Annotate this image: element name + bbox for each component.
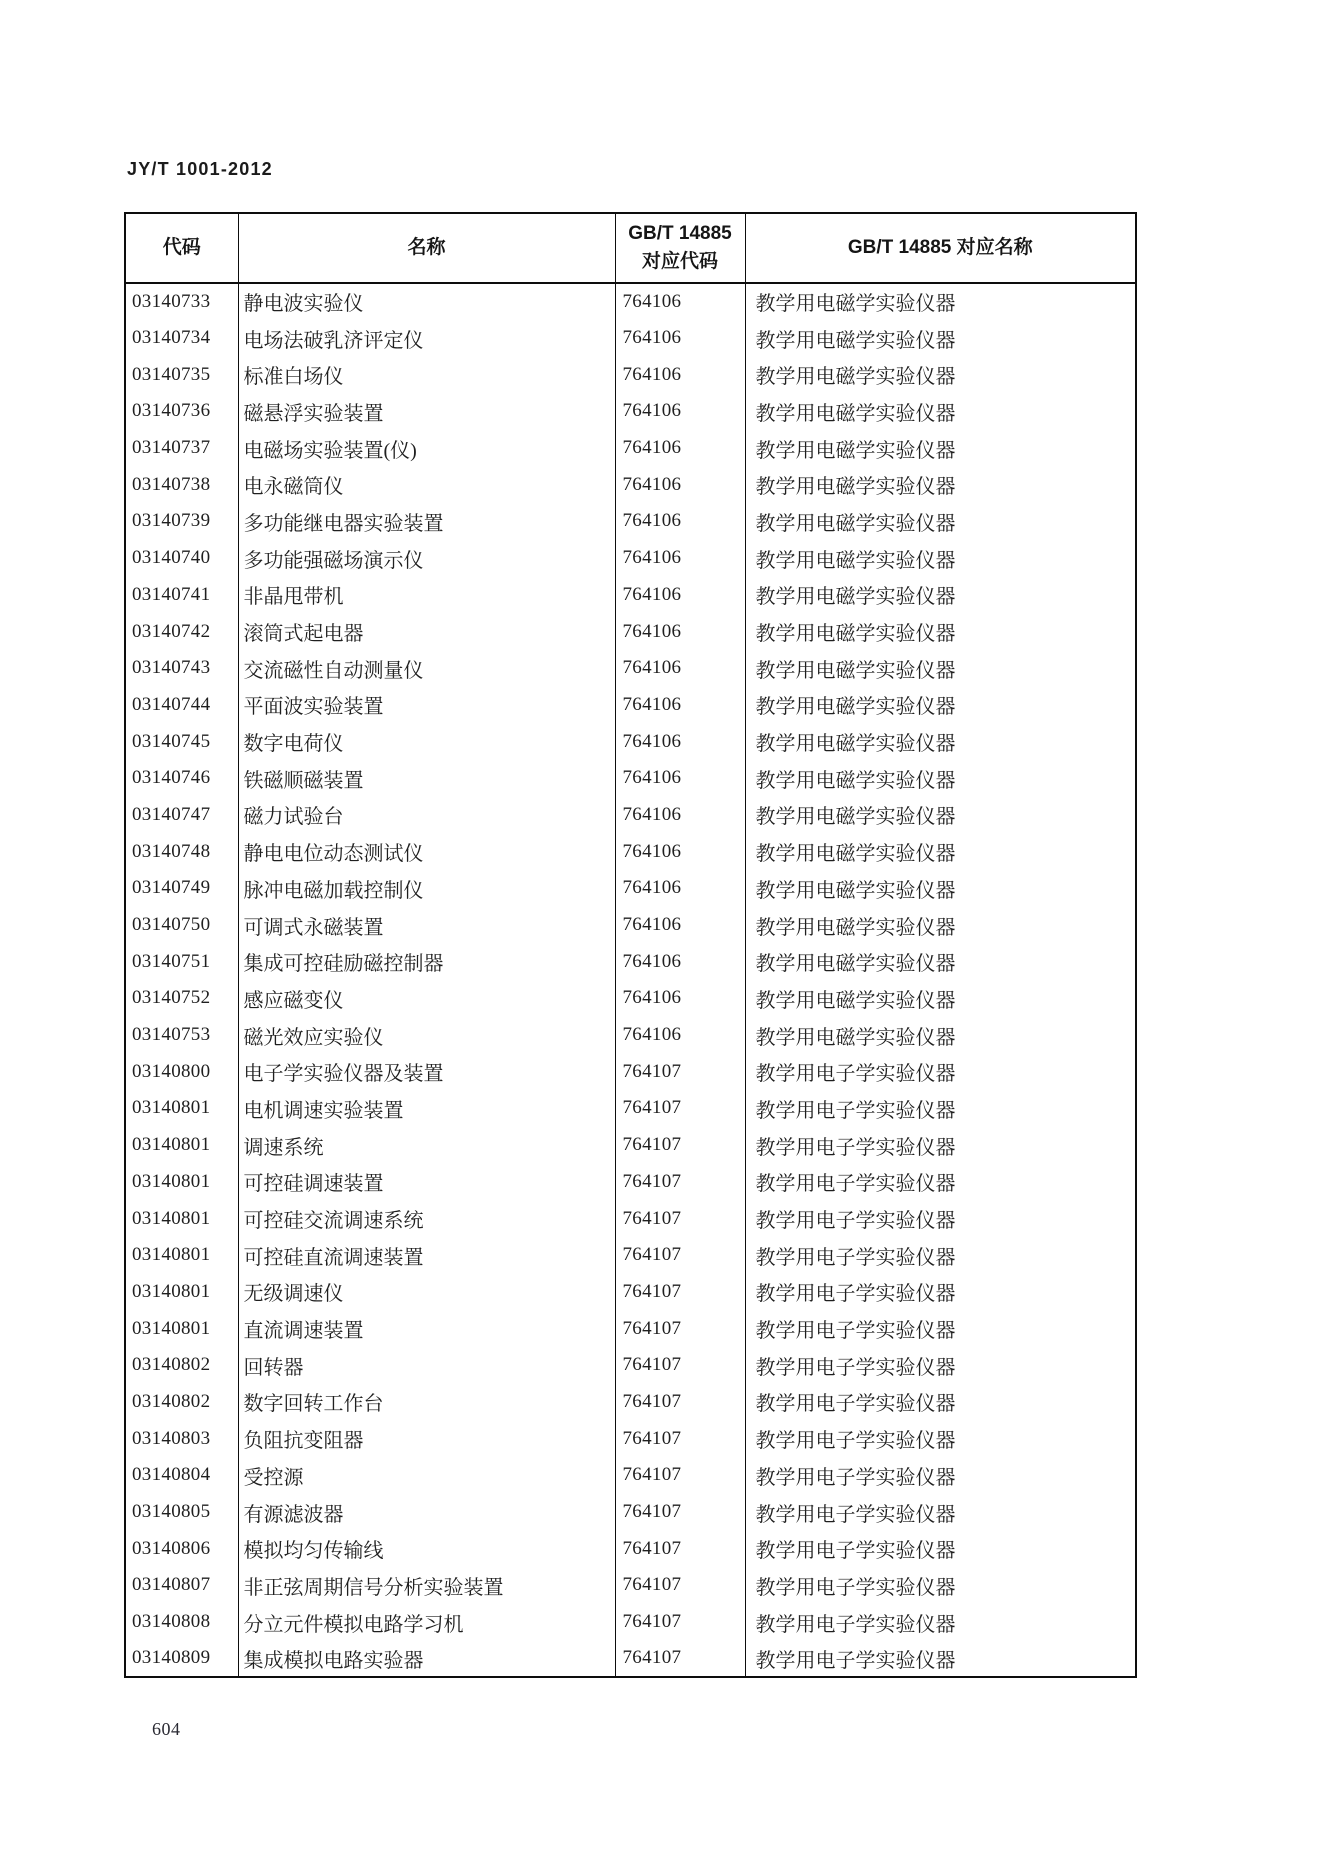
name-cell: 回转器: [238, 1347, 615, 1384]
gb-name-cell: 教学用电子学实验仪器: [755, 1430, 956, 1453]
table-row: [125, 1604, 1136, 1641]
gb-code-cell: 764106: [615, 687, 745, 724]
table-row: [125, 723, 1136, 760]
gb-code-cell: 764106: [615, 613, 745, 650]
name-cell: 调速系统: [238, 1127, 615, 1164]
code-cell: 03140742: [125, 613, 238, 650]
name-cell: 磁力试验台: [238, 797, 615, 834]
table-row: [125, 393, 1136, 430]
column-header-gb-code-line1: GB/T 14885: [628, 223, 732, 245]
gb-name-cell: 教学用电子学实验仪器: [755, 1540, 956, 1563]
table-row: [125, 283, 1136, 320]
gb-name-cell: 教学用电子学实验仪器: [755, 1246, 956, 1269]
gb-name-cell: 教学用电磁学实验仪器: [755, 402, 956, 425]
name-cell: 电磁场实验装置(仪): [238, 430, 615, 467]
gb-name-cell: 教学用电磁学实验仪器: [755, 659, 956, 682]
table-row: [125, 1640, 1136, 1677]
table-row: [125, 980, 1136, 1017]
gb-code-cell: 764106: [615, 1017, 745, 1054]
table-row: [125, 1017, 1136, 1054]
gb-code-cell: 764106: [615, 797, 745, 834]
name-cell: 标准白场仪: [238, 356, 615, 393]
table-row: [125, 1237, 1136, 1274]
code-cell: 03140739: [125, 503, 238, 540]
gb-name-cell: 教学用电子学实验仪器: [755, 1503, 956, 1526]
code-cell: 03140735: [125, 356, 238, 393]
code-cell: 03140809: [125, 1640, 238, 1677]
code-cell: 03140801: [125, 1090, 238, 1127]
column-header-name-label: 名称: [407, 237, 446, 259]
table-row: [125, 466, 1136, 503]
gb-code-cell: 764106: [615, 393, 745, 430]
table-row: [125, 870, 1136, 907]
gb-name-cell: 教学用电子学实验仪器: [755, 1063, 956, 1086]
table-header-row: [125, 213, 1136, 283]
table-row: [125, 1384, 1136, 1421]
name-cell: 非晶甩带机: [238, 577, 615, 614]
code-cell: 03140803: [125, 1420, 238, 1457]
gb-name-cell: 教学用电磁学实验仪器: [755, 733, 956, 756]
page-number: 604: [152, 1719, 181, 1739]
code-cell: 03140751: [125, 943, 238, 980]
name-cell: 磁悬浮实验装置: [238, 393, 615, 430]
column-header-name: [238, 213, 615, 283]
name-cell: 数字回转工作台: [238, 1384, 615, 1421]
name-cell: 直流调速装置: [238, 1310, 615, 1347]
gb-code-cell: 764107: [615, 1604, 745, 1641]
gb-name-cell: 教学用电磁学实验仪器: [755, 329, 956, 352]
gb-code-cell: 764106: [615, 760, 745, 797]
name-cell: 可控硅交流调速系统: [238, 1200, 615, 1237]
gb-code-cell: 764107: [615, 1567, 745, 1604]
table-row: [125, 1567, 1136, 1604]
gb-code-cell: 764107: [615, 1053, 745, 1090]
gb-code-cell: 764107: [615, 1090, 745, 1127]
code-cell: 03140805: [125, 1494, 238, 1531]
gb-name-cell: 教学用电磁学实验仪器: [755, 696, 956, 719]
name-cell: 非正弦周期信号分析实验装置: [238, 1567, 615, 1604]
table-row: [125, 1530, 1136, 1567]
gb-code-cell: 764107: [615, 1200, 745, 1237]
gb-code-cell: 764106: [615, 503, 745, 540]
name-cell: 电机调速实验装置: [238, 1090, 615, 1127]
code-cell: 03140746: [125, 760, 238, 797]
gb-code-cell: 764106: [615, 870, 745, 907]
code-cell: 03140734: [125, 320, 238, 357]
name-cell: 模拟均匀传输线: [238, 1530, 615, 1567]
name-cell: 电子学实验仪器及装置: [238, 1053, 615, 1090]
table-row: [125, 1420, 1136, 1457]
name-cell: 多功能强磁场演示仪: [238, 540, 615, 577]
code-cell: 03140801: [125, 1164, 238, 1201]
code-cell: 03140738: [125, 466, 238, 503]
table-row: [125, 943, 1136, 980]
table-row: [125, 1090, 1136, 1127]
column-header-gb-name: [745, 213, 1136, 283]
name-cell: 有源滤波器: [238, 1494, 615, 1531]
code-cell: 03140801: [125, 1310, 238, 1347]
table-row: [125, 650, 1136, 687]
code-cell: 03140807: [125, 1567, 238, 1604]
gb-name-cell: 教学用电磁学实验仪器: [755, 586, 956, 609]
table-row: [125, 1164, 1136, 1201]
name-cell: 可调式永磁装置: [238, 907, 615, 944]
gb-code-cell: 764106: [615, 356, 745, 393]
gb-code-cell: 764106: [615, 833, 745, 870]
code-cell: 03140749: [125, 870, 238, 907]
gb-name-cell: 教学用电子学实验仪器: [755, 1466, 956, 1489]
name-cell: 集成可控硅励磁控制器: [238, 943, 615, 980]
code-cell: 03140802: [125, 1384, 238, 1421]
name-cell: 分立元件模拟电路学习机: [238, 1604, 615, 1641]
gb-code-cell: 764107: [615, 1310, 745, 1347]
table-row: [125, 760, 1136, 797]
gb-name-cell: 教学用电磁学实验仪器: [755, 476, 956, 499]
table-row: [125, 320, 1136, 357]
gb-code-cell: 764106: [615, 907, 745, 944]
table-row: [125, 613, 1136, 650]
table-row: [125, 797, 1136, 834]
gb-code-cell: 764106: [615, 466, 745, 503]
gb-name-cell: 教学用电子学实验仪器: [755, 1613, 956, 1636]
gb-name-cell: 教学用电磁学实验仪器: [755, 623, 956, 646]
gb-code-cell: 764106: [615, 723, 745, 760]
table-row: [125, 1200, 1136, 1237]
name-cell: 电永磁筒仪: [238, 466, 615, 503]
code-cell: 03140804: [125, 1457, 238, 1494]
gb-code-cell: 764106: [615, 283, 745, 320]
gb-name-cell: 教学用电子学实验仪器: [755, 1393, 956, 1416]
gb-name-cell: 教学用电磁学实验仪器: [755, 879, 956, 902]
gb-code-cell: 764106: [615, 980, 745, 1017]
name-cell: 静电电位动态测试仪: [238, 833, 615, 870]
gb-code-cell: 764107: [615, 1494, 745, 1531]
table-row: [125, 1310, 1136, 1347]
code-cell: 03140744: [125, 687, 238, 724]
gb-name-cell: 教学用电磁学实验仪器: [755, 989, 956, 1012]
name-cell: 滚筒式起电器: [238, 613, 615, 650]
code-cell: 03140753: [125, 1017, 238, 1054]
gb-name-cell: 教学用电子学实验仪器: [755, 1356, 956, 1379]
doc-ref-heading: JY/T 1001-2012: [127, 159, 273, 179]
gb-code-cell: 764107: [615, 1347, 745, 1384]
column-header-gb-code: [615, 213, 745, 283]
code-cell: 03140801: [125, 1237, 238, 1274]
code-cell: 03140747: [125, 797, 238, 834]
gb-name-cell: 教学用电子学实验仪器: [755, 1576, 956, 1599]
code-cell: 03140743: [125, 650, 238, 687]
code-cell: 03140748: [125, 833, 238, 870]
column-header-code-label: 代码: [162, 237, 201, 259]
code-cell: 03140741: [125, 577, 238, 614]
code-cell: 03140801: [125, 1127, 238, 1164]
name-cell: 感应磁变仪: [238, 980, 615, 1017]
gb-name-cell: 教学用电磁学实验仪器: [755, 843, 956, 866]
gb-name-cell: 教学用电子学实验仪器: [755, 1320, 956, 1343]
name-cell: 集成模拟电路实验器: [238, 1640, 615, 1677]
table-row: [125, 1053, 1136, 1090]
gb-code-cell: 764107: [615, 1420, 745, 1457]
gb-name-cell: 教学用电磁学实验仪器: [755, 549, 956, 572]
gb-code-cell: 764106: [615, 943, 745, 980]
gb-code-cell: 764107: [615, 1640, 745, 1677]
name-cell: 无级调速仪: [238, 1274, 615, 1311]
gb-name-cell: 教学用电子学实验仪器: [755, 1210, 956, 1233]
table-row: [125, 833, 1136, 870]
code-cell: 03140806: [125, 1530, 238, 1567]
code-cell: 03140750: [125, 907, 238, 944]
name-cell: 铁磁顺磁装置: [238, 760, 615, 797]
name-cell: 负阻抗变阻器: [238, 1420, 615, 1457]
gb-name-cell: 教学用电子学实验仪器: [755, 1173, 956, 1196]
code-cell: 03140752: [125, 980, 238, 1017]
name-cell: 脉冲电磁加载控制仪: [238, 870, 615, 907]
table-row: [125, 430, 1136, 467]
column-header-code: [125, 213, 238, 283]
name-cell: 多功能继电器实验装置: [238, 503, 615, 540]
code-cell: 03140801: [125, 1200, 238, 1237]
table-row: [125, 1274, 1136, 1311]
gb-code-cell: 764107: [615, 1530, 745, 1567]
gb-name-cell: 教学用电磁学实验仪器: [755, 366, 956, 389]
gb-code-cell: 764107: [615, 1457, 745, 1494]
table-row: [125, 1494, 1136, 1531]
gb-name-cell: 教学用电磁学实验仪器: [755, 439, 956, 462]
name-cell: 数字电荷仪: [238, 723, 615, 760]
gb-code-cell: 764107: [615, 1274, 745, 1311]
table-row: [125, 1347, 1136, 1384]
gb-code-cell: 764107: [615, 1164, 745, 1201]
table-row: [125, 577, 1136, 614]
gb-name-cell: 教学用电磁学实验仪器: [755, 916, 956, 939]
gb-name-cell: 教学用电磁学实验仪器: [755, 806, 956, 829]
code-cell: 03140736: [125, 393, 238, 430]
code-cell: 03140740: [125, 540, 238, 577]
gb-name-cell: 教学用电子学实验仪器: [755, 1283, 956, 1306]
name-cell: 可控硅直流调速装置: [238, 1237, 615, 1274]
gb-code-cell: 764107: [615, 1127, 745, 1164]
column-header-gb-name-label: GB/T 14885 对应名称: [847, 237, 1033, 259]
table-row: [125, 907, 1136, 944]
code-cell: 03140737: [125, 430, 238, 467]
code-cell: 03140800: [125, 1053, 238, 1090]
table-row: [125, 1127, 1136, 1164]
name-cell: 电场法破乳济评定仪: [238, 320, 615, 357]
table-row: [125, 356, 1136, 393]
gb-code-cell: 764106: [615, 430, 745, 467]
name-cell: 磁光效应实验仪: [238, 1017, 615, 1054]
name-cell: 平面波实验装置: [238, 687, 615, 724]
gb-name-cell: 教学用电子学实验仪器: [755, 1099, 956, 1122]
gb-code-cell: 764106: [615, 320, 745, 357]
gb-name-cell: 教学用电磁学实验仪器: [755, 1026, 956, 1049]
table-row: [125, 1457, 1136, 1494]
code-cell: 03140802: [125, 1347, 238, 1384]
gb-code-cell: 764107: [615, 1237, 745, 1274]
gb-code-cell: 764107: [615, 1384, 745, 1421]
gb-name-cell: 教学用电磁学实验仪器: [755, 769, 956, 792]
name-cell: 可控硅调速装置: [238, 1164, 615, 1201]
gb-code-cell: 764106: [615, 540, 745, 577]
code-cell: 03140808: [125, 1604, 238, 1641]
gb-name-cell: 教学用电子学实验仪器: [755, 1136, 956, 1159]
gb-code-cell: 764106: [615, 650, 745, 687]
table-row: [125, 540, 1136, 577]
name-cell: 受控源: [238, 1457, 615, 1494]
code-cell: 03140745: [125, 723, 238, 760]
gb-name-cell: 教学用电磁学实验仪器: [755, 953, 956, 976]
table-row: [125, 503, 1136, 540]
gb-name-cell: 教学用电子学实验仪器: [755, 1649, 956, 1672]
gb-name-cell: 教学用电磁学实验仪器: [755, 512, 956, 535]
code-cell: 03140801: [125, 1274, 238, 1311]
column-header-gb-code-line2: 对应代码: [641, 251, 718, 272]
table-row: [125, 687, 1136, 724]
code-mapping-table: [124, 212, 1137, 1678]
gb-code-cell: 764106: [615, 577, 745, 614]
code-cell: 03140733: [125, 283, 238, 320]
table-body: [125, 283, 1136, 1677]
name-cell: 静电波实验仪: [238, 283, 615, 320]
name-cell: 交流磁性自动测量仪: [238, 650, 615, 687]
gb-name-cell: 教学用电磁学实验仪器: [755, 293, 956, 316]
